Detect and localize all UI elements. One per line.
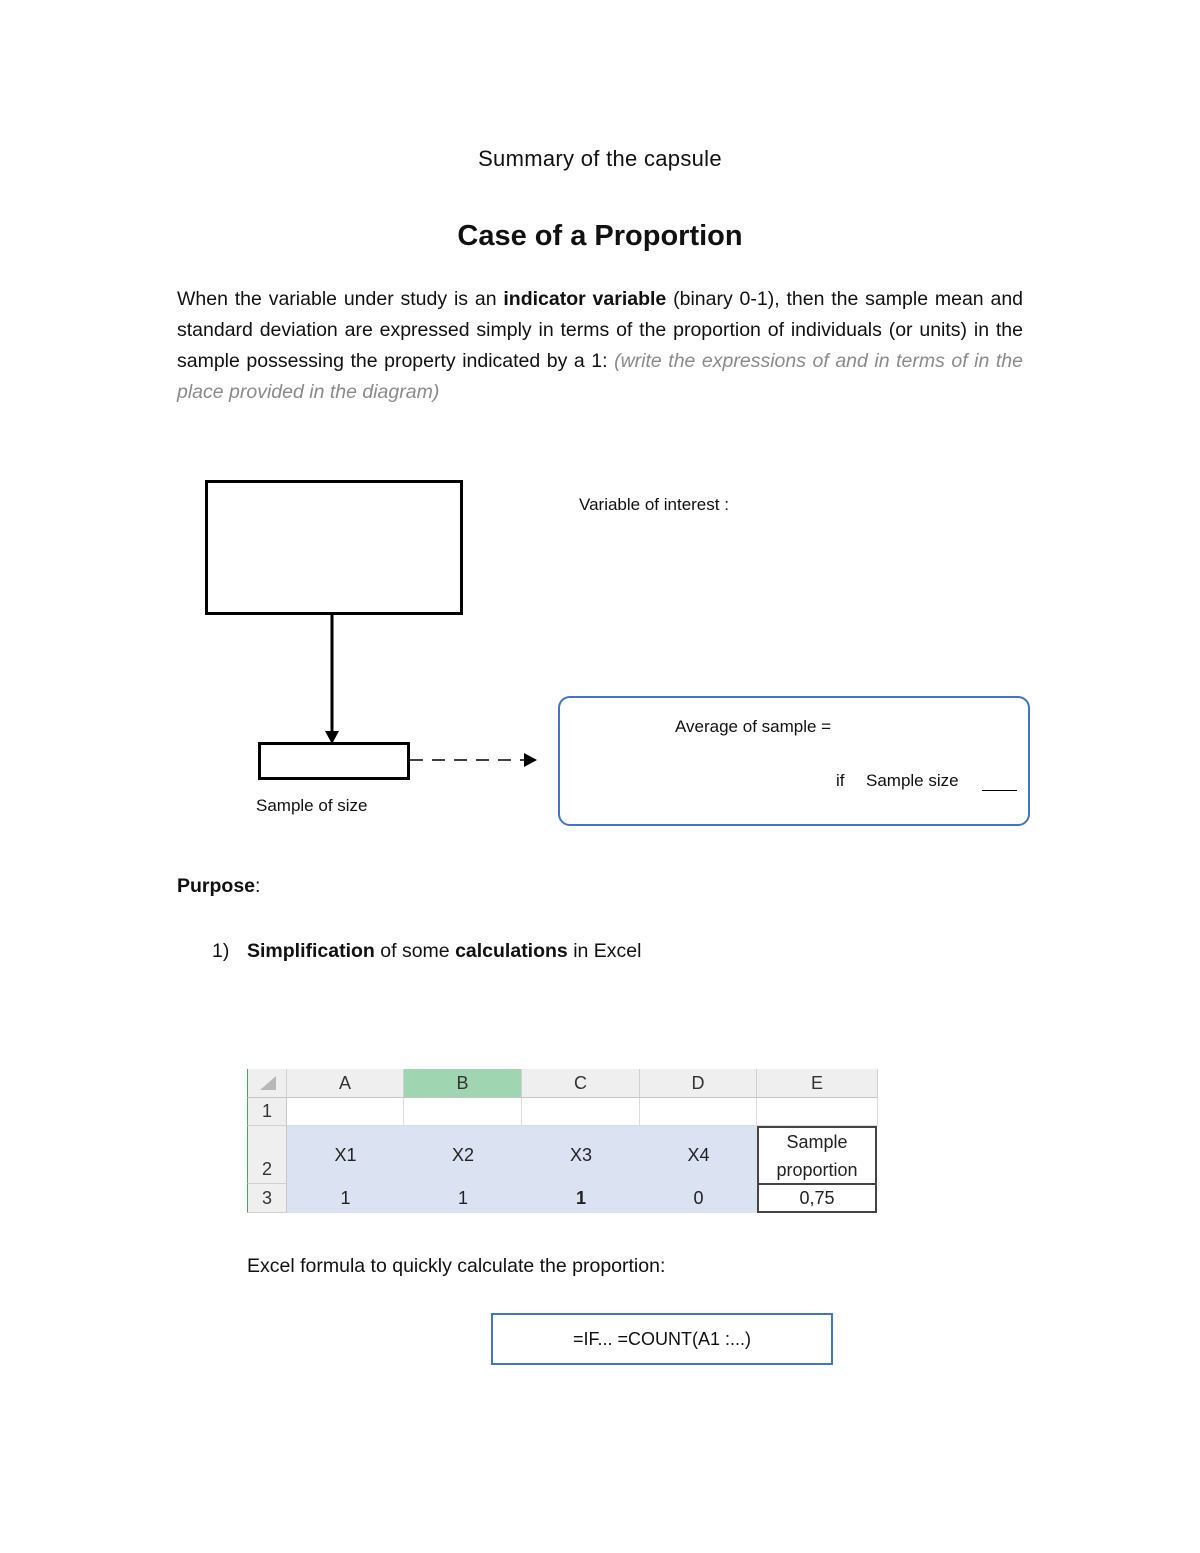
intro-bold-indicator: indicator variable bbox=[503, 288, 667, 310]
spreadsheet bbox=[247, 1069, 878, 1213]
purpose-heading bbox=[177, 875, 260, 898]
item-bold-simplification: Simplification bbox=[247, 940, 375, 962]
formula-label: Excel formula to quickly calculate the proportion: bbox=[247, 1255, 666, 1277]
select-all-corner[interactable] bbox=[247, 1069, 287, 1098]
row-header-2[interactable]: 2 bbox=[247, 1126, 287, 1184]
cell-a3[interactable]: 1 bbox=[340, 1188, 351, 1208]
item-bold-calculations: calculations bbox=[455, 940, 568, 962]
cell-c3[interactable]: 1 bbox=[575, 1188, 586, 1208]
cell-d2[interactable]: X4 bbox=[687, 1144, 710, 1165]
sample-average-box bbox=[558, 696, 1030, 826]
sample-header-line-1: Sample bbox=[786, 1131, 848, 1152]
cell-b2[interactable]: X2 bbox=[451, 1144, 475, 1165]
sample-header-line-2: proportion bbox=[776, 1159, 858, 1180]
formula-box: =IF... =COUNT(A1 :...) bbox=[491, 1313, 833, 1365]
cell-a2[interactable]: X1 bbox=[334, 1144, 357, 1165]
cell-b3[interactable]: 1 bbox=[457, 1188, 468, 1208]
cell-e2[interactable] bbox=[757, 1126, 877, 1184]
item-text-2: in Excel bbox=[567, 940, 642, 962]
item-text-1: of some bbox=[374, 940, 456, 962]
page-title: Case of a Proportion bbox=[457, 220, 743, 252]
column-header-a[interactable]: A bbox=[287, 1069, 404, 1098]
intro-hint: (write the expressions of and in terms of in the place provided in the diagram) bbox=[177, 350, 1023, 403]
variable-of-interest-label: Variable of interest : bbox=[579, 495, 729, 514]
purpose-colon: : bbox=[255, 875, 261, 897]
column-header-e[interactable]: E bbox=[757, 1069, 878, 1098]
cell-e3[interactable]: 0,75 bbox=[757, 1184, 877, 1213]
row-header-1[interactable]: 1 bbox=[247, 1098, 287, 1126]
column-header-c[interactable]: C bbox=[522, 1069, 640, 1098]
cell-d1[interactable] bbox=[640, 1098, 757, 1126]
list-item-number: 1) bbox=[212, 940, 230, 962]
cell-c2[interactable]: X3 bbox=[569, 1144, 593, 1165]
cell-a1[interactable] bbox=[287, 1098, 404, 1126]
cell-e1[interactable] bbox=[757, 1098, 878, 1126]
cell-b1[interactable] bbox=[404, 1098, 522, 1126]
cell-c1[interactable] bbox=[522, 1098, 640, 1126]
average-label: Average of sample = bbox=[675, 717, 832, 736]
blank-answer-line bbox=[982, 790, 1017, 791]
corner-triangle-icon bbox=[256, 1074, 278, 1092]
if-label: if bbox=[836, 771, 845, 790]
row-header-3[interactable]: 3 bbox=[247, 1184, 287, 1213]
column-header-d[interactable]: D bbox=[640, 1069, 757, 1098]
intro-text-1: When the variable under study is an bbox=[177, 288, 504, 310]
sample-size-label: Sample of size bbox=[256, 796, 368, 815]
purpose-label: Purpose bbox=[177, 875, 256, 897]
cell-d3[interactable]: 0 bbox=[693, 1188, 704, 1208]
sample-size-text: Sample size bbox=[866, 771, 959, 790]
intro-text-2: (binary 0-1), then the sample mean and standard deviation are expressed simply in terms of the proportion of individuals (or units) in the sample possessing the property indicated by a 1: bbox=[177, 288, 1024, 372]
list-item bbox=[247, 940, 641, 963]
sample-box bbox=[258, 742, 410, 780]
summary-heading: Summary of the capsule bbox=[478, 146, 722, 171]
dashed-arrow-head bbox=[524, 753, 537, 767]
column-header-b[interactable]: B bbox=[404, 1069, 522, 1098]
